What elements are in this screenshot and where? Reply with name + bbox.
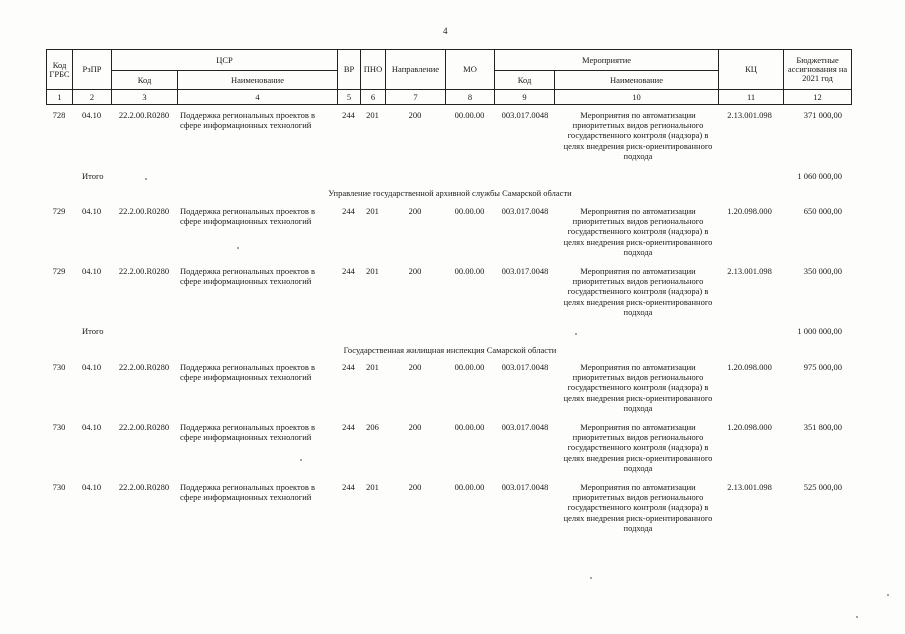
cell-vr: 244: [342, 362, 355, 372]
cell-csr-name: Поддержка региональных проектов в сфере информационных технологий: [180, 362, 315, 383]
col-header-vr: ВР: [338, 50, 361, 90]
col-header-csr-name: Наименование: [178, 71, 338, 90]
cell-sum: 350 000,00: [803, 266, 842, 276]
cell-rzpr: 04.10: [81, 206, 102, 216]
cell-sum: 351 800,00: [803, 422, 842, 432]
cell-mer-kod: 003.017.0048: [501, 362, 549, 372]
cell-csr: 22.2.00.R0280: [118, 482, 170, 492]
cell-sum: 650 000,00: [803, 206, 842, 216]
cell-pno: 206: [366, 422, 379, 432]
cell-vr: 244: [342, 266, 355, 276]
cell-kc: 2.13.001.098: [727, 266, 772, 276]
cell-grbs: 728: [52, 110, 66, 120]
col-header-csr-kod: Код: [112, 71, 178, 90]
cell-csr: 22.2.00.R0280: [118, 110, 170, 120]
cell-napr: 200: [408, 206, 422, 216]
col-header-rzpr: РзПР: [73, 50, 112, 90]
cell-mo: 00.00.00: [454, 110, 485, 120]
cell-pno: 201: [366, 362, 379, 372]
cell-mo: 00.00.00: [454, 482, 485, 492]
cell-vr: 244: [342, 110, 355, 120]
col-header-napravlenie: Направление: [386, 50, 446, 90]
cell-napr: 200: [408, 482, 422, 492]
table-header: [46, 49, 852, 105]
cell-mer-kod: 003.017.0048: [501, 482, 549, 492]
total-label: Итого: [82, 326, 104, 336]
col-header-mo: МО: [446, 50, 495, 90]
cell-napr: 200: [408, 266, 422, 276]
cell-mer-name: Мероприятия по автоматизации приоритетных видов регионального государственного контроля (надзора) в целях внедрения риск-ориентированного подхода: [563, 422, 713, 473]
col-header-meropriyatie: Мероприятие: [495, 50, 719, 71]
col-header-csr: ЦСР: [112, 50, 338, 71]
col-number: 9: [495, 90, 555, 105]
col-number: 4: [178, 90, 338, 105]
cell-napr: 200: [408, 422, 422, 432]
cell-rzpr: 04.10: [81, 482, 102, 492]
col-header-kod-grbs: Код ГРБС: [47, 50, 73, 90]
cell-mer-name: Мероприятия по автоматизации приоритетных видов регионального государственного контроля (надзора) в целях внедрения риск-ориентированного подхода: [563, 482, 713, 533]
section-title: Государственная жилищная инспекция Самарской области: [343, 345, 557, 355]
cell-mo: 00.00.00: [454, 422, 485, 432]
cell-grbs: 730: [52, 362, 66, 372]
col-header-kc: КЦ: [719, 50, 784, 90]
cell-mer-name: Мероприятия по автоматизации приоритетных видов регионального государственного контроля (надзора) в целях внедрения риск-ориентированного подхода: [563, 362, 713, 413]
col-number: 2: [73, 90, 112, 105]
cell-grbs: 729: [52, 266, 66, 276]
cell-grbs: 729: [52, 206, 66, 216]
col-header-mer-name: Наименование: [555, 71, 719, 90]
page-number: 4: [443, 26, 448, 36]
cell-rzpr: 04.10: [81, 422, 102, 432]
total-sum: 1 000 000,00: [797, 326, 842, 336]
cell-vr: 244: [342, 422, 355, 432]
cell-mer-kod: 003.017.0048: [501, 266, 549, 276]
cell-grbs: 730: [52, 482, 66, 492]
col-header-mer-kod: Код: [495, 71, 555, 90]
cell-mer-kod: 003.017.0048: [501, 206, 549, 216]
col-number: 6: [361, 90, 386, 105]
col-number: 7: [386, 90, 446, 105]
cell-csr: 22.2.00.R0280: [118, 362, 170, 372]
col-number: 5: [338, 90, 361, 105]
col-number: 12: [784, 90, 852, 105]
cell-kc: 2.13.001.098: [727, 482, 772, 492]
cell-sum: 525 000,00: [803, 482, 842, 492]
cell-pno: 201: [366, 266, 379, 276]
cell-rzpr: 04.10: [81, 266, 102, 276]
cell-grbs: 730: [52, 422, 66, 432]
col-number: 1: [47, 90, 73, 105]
cell-csr: 22.2.00.R0280: [118, 266, 170, 276]
cell-sum: 975 000,00: [803, 362, 842, 372]
cell-csr-name: Поддержка региональных проектов в сфере информационных технологий: [180, 422, 315, 443]
col-header-pno: ПНО: [361, 50, 386, 90]
cell-vr: 244: [342, 482, 355, 492]
cell-kc: 1.20.098.000: [727, 206, 772, 216]
cell-kc: 1.20.098.000: [727, 422, 772, 432]
cell-mo: 00.00.00: [454, 266, 485, 276]
cell-mer-kod: 003.017.0048: [501, 422, 549, 432]
cell-vr: 244: [342, 206, 355, 216]
cell-csr: 22.2.00.R0280: [118, 206, 170, 216]
section-title: Управление государственной архивной службы Самарской области: [328, 188, 572, 198]
col-header-budget: Бюджетные ассигнования на 2021 год: [784, 50, 852, 90]
cell-pno: 201: [366, 206, 379, 216]
cell-mer-name: Мероприятия по автоматизации приоритетных видов регионального государственного контроля (надзора) в целях внедрения риск-ориентированного подхода: [563, 206, 713, 257]
col-number: 10: [555, 90, 719, 105]
cell-mer-name: Мероприятия по автоматизации приоритетных видов регионального государственного контроля (надзора) в целях внедрения риск-ориентированного подхода: [563, 110, 713, 161]
cell-mer-name: Мероприятия по автоматизации приоритетных видов регионального государственного контроля (надзора) в целях внедрения риск-ориентированного подхода: [563, 266, 713, 317]
cell-csr-name: Поддержка региональных проектов в сфере информационных технологий: [180, 206, 315, 227]
cell-mo: 00.00.00: [454, 362, 485, 372]
cell-napr: 200: [408, 362, 422, 372]
cell-pno: 201: [366, 482, 379, 492]
cell-csr-name: Поддержка региональных проектов в сфере информационных технологий: [180, 110, 315, 131]
total-label: Итого: [82, 171, 104, 181]
cell-sum: 371 000,00: [803, 110, 842, 120]
cell-mo: 00.00.00: [454, 206, 485, 216]
cell-csr-name: Поддержка региональных проектов в сфере информационных технологий: [180, 266, 315, 287]
cell-kc: 2.13.001.098: [727, 110, 772, 120]
cell-pno: 201: [366, 110, 379, 120]
cell-rzpr: 04.10: [81, 362, 102, 372]
total-sum: 1 060 000,00: [797, 171, 842, 181]
col-number: 3: [112, 90, 178, 105]
cell-rzpr: 04.10: [81, 110, 102, 120]
cell-mer-kod: 003.017.0048: [501, 110, 549, 120]
col-number: 11: [719, 90, 784, 105]
cell-kc: 1.20.098.000: [727, 362, 772, 372]
cell-napr: 200: [408, 110, 422, 120]
col-number: 8: [446, 90, 495, 105]
cell-csr: 22.2.00.R0280: [118, 422, 170, 432]
cell-csr-name: Поддержка региональных проектов в сфере информационных технологий: [180, 482, 315, 503]
